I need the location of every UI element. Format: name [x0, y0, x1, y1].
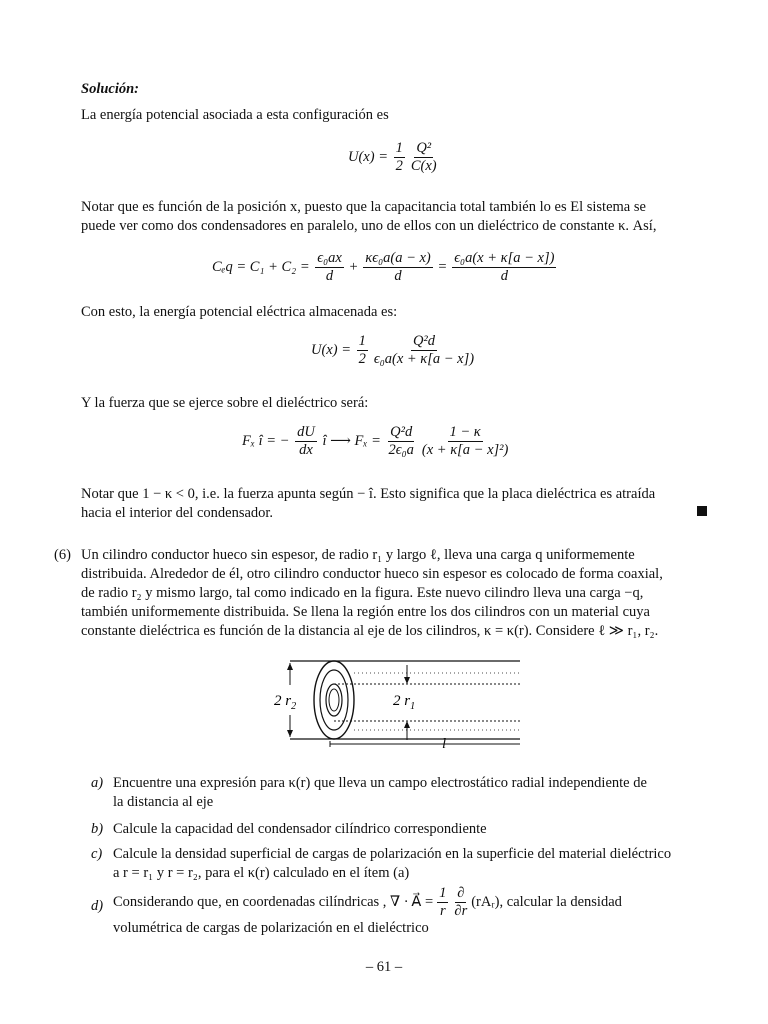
solution-intro: La energía potencial asociada a esta configuración es	[81, 107, 389, 123]
problem-line-2: distribuida. Alrededor de él, otro cilindro conductor hueco sin espesor es colocado de forma coaxial,	[81, 566, 663, 582]
force-text: Y la fuerza que se ejerce sobre el dieléctrico será:	[81, 395, 369, 411]
equation-energy: U(x) = $\frac{1}{2}$ $\frac{\text{Q²d}}{\text{ϵ₀a(x + κ[a − x])}}$	[311, 333, 475, 367]
conclusion-line-1: Notar que 1 − κ < 0, i.e. la fuerza apunta según − î. Esto significa que la placa dieléctrica es atraída	[81, 486, 656, 502]
label-inner-diameter: 2 $r_1$	[393, 693, 416, 712]
label-length: l	[442, 736, 447, 750]
problem-line-5: constante dieléctrica es función de la distancia al eje de los cilindros, κ = κ(r). Considere ℓ ≫ r₁, r₂.	[81, 623, 659, 639]
item-c-letter: c)	[91, 846, 103, 862]
problem-line-3: de radio r₂ y mismo largo, tal como indicado en la figura. Este nuevo cilindro lleva una carga −q,	[81, 585, 644, 601]
note-line-1: Notar que es función de la posición x, puesto que la capacitancia total también lo es El sistema se	[81, 199, 646, 215]
page-number: – 61 –	[365, 959, 403, 975]
solution-heading: Solución:	[81, 81, 140, 97]
item-b-letter: b)	[91, 821, 104, 837]
item-c-line-2: a r = r₁ y r = r₂, para el κ(r) calculado en el ítem (a)	[113, 865, 410, 881]
item-a-line-2: la distancia al eje	[113, 794, 214, 810]
conclusion-line-2: hacia el interior del condensador.	[81, 505, 274, 521]
item-d-line-2: volumétrica de cargas de polarización en el dieléctrico	[113, 920, 429, 936]
item-a-line-1: Encuentre una expresión para κ(r) que lleva un campo electrostático radial independiente de	[113, 775, 647, 791]
equation-ceq: Cₑq = C₁ + C₂ = $\frac{\text{ϵ₀ax}}{d}$ + $\frac{\text{κϵ₀a(a − x)}}{d}$ = $\frac{\text{ϵ₀a(x + κ[a − x])}}{d}$	[212, 250, 555, 284]
problem-line-4: también uniformemente distribuida. Se llena la región entre los dos cilindros con un material cuya	[81, 604, 650, 620]
equation-force: Fₓ î = − $\frac{dU}{dx}$ î ⟶ Fₓ = $\frac{\text{Q²d}}{\text{2ϵ₀a}}$ $\frac{1 - \kappa}{\text{(x + κ[a − x]²)}}$	[242, 424, 509, 458]
item-b-line-1: Calcule la capacidad del condensador cilíndrico correspondiente	[113, 821, 487, 837]
coaxial-cylinder-figure	[270, 655, 530, 750]
item-a-letter: a)	[91, 775, 104, 791]
item-d-line-1: Considerando que, en coordenadas cilíndricas , ∇ · A⃗ = $\frac{1}{r}$ $\frac{\partial}{\partial r}$ (rAᵣ), calcular la densidad	[113, 884, 622, 919]
problem-line-1: Un cilindro conductor hueco sin espesor, de radio r₁ y largo ℓ, lleva una carga q uniformemente	[81, 547, 635, 563]
equation-u-of-x: U(x) = $\frac{1}{2}$ $\frac{\text{Q²}}{C(x)}$	[348, 140, 437, 174]
note-line-2: puede ver como dos condensadores en paralelo, uno de ellos con un dieléctrico de constante κ. Así,	[81, 218, 657, 234]
label-outer-diameter: 2 $r_2$	[274, 693, 297, 712]
problem-number: (6)	[54, 547, 71, 563]
item-c-line-1: Calcule la densidad superficial de cargas de polarización en la superficie del material dieléctrico	[113, 846, 672, 862]
energy-text: Con esto, la energía potencial eléctrica almacenada es:	[81, 304, 398, 320]
item-d-letter: d)	[91, 898, 104, 914]
qed-square-icon	[697, 506, 707, 516]
